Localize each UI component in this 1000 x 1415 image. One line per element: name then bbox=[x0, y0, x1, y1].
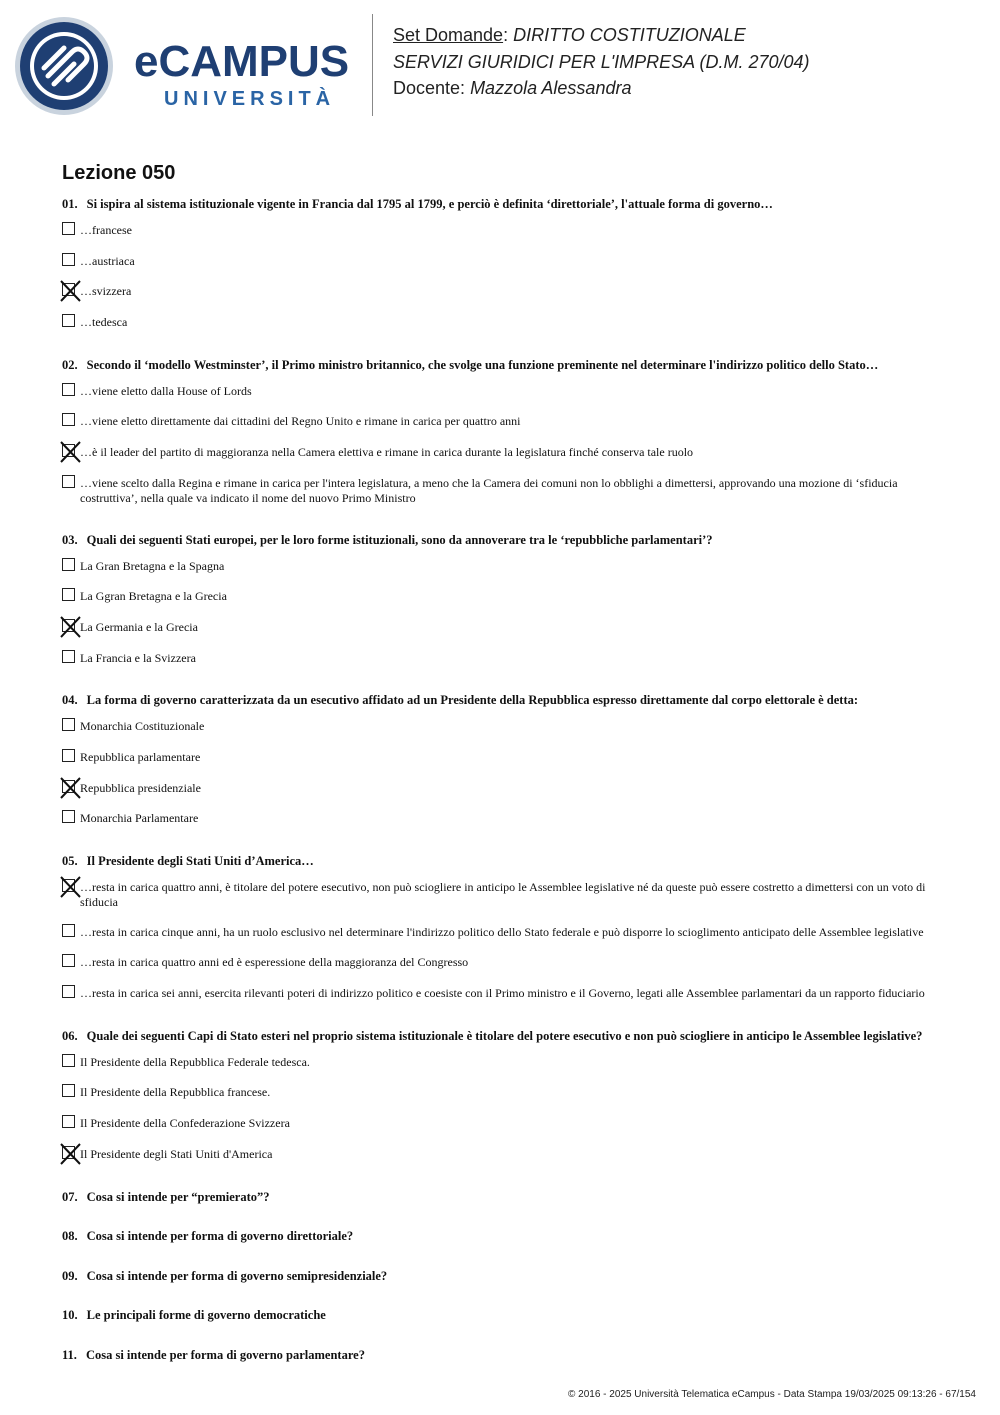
open-question-text bbox=[62, 1189, 942, 1205]
answer-text: Il Presidente della Repubblica Federale tedesca. bbox=[80, 1054, 310, 1069]
teacher-line bbox=[393, 75, 810, 102]
question-number: 07. bbox=[62, 1189, 78, 1204]
course-title: DIRITTO COSTITUZIONALE bbox=[513, 25, 746, 45]
question-spacer bbox=[62, 679, 942, 692]
question-text bbox=[62, 853, 942, 869]
question-spacer bbox=[62, 519, 942, 532]
question-number: 01. bbox=[62, 197, 78, 211]
answer-checkbox[interactable] bbox=[62, 383, 75, 396]
answer-option[interactable] bbox=[62, 557, 942, 575]
question-label: Cosa si intende per forma di governo parlamentare? bbox=[85, 1347, 365, 1362]
answer-checkbox[interactable] bbox=[62, 314, 75, 327]
question-label: Si ispira al sistema istituzionale vigente in Francia dal 1795 al 1799, e perciò è definita ‘direttoriale’, l'attuale forma di governo… bbox=[86, 197, 773, 211]
page-footer: © 2016 - 2025 Università Telematica eCampus - Data Stampa 19/03/2025 09:13:26 - 67/154 bbox=[568, 1389, 976, 1400]
header-divider bbox=[372, 14, 373, 116]
answer-checkbox[interactable] bbox=[62, 650, 75, 663]
answer-checkbox[interactable] bbox=[62, 1146, 75, 1159]
open-question-text bbox=[62, 1307, 942, 1323]
answer-option[interactable] bbox=[62, 779, 942, 797]
question-label: Cosa si intende per forma di governo semipresidenziale? bbox=[86, 1268, 388, 1283]
answer-option[interactable] bbox=[62, 1083, 942, 1101]
answer-option[interactable] bbox=[62, 282, 942, 300]
teacher-label: Docente: bbox=[393, 78, 466, 98]
answer-checkbox[interactable] bbox=[62, 475, 75, 488]
question-number: 11. bbox=[62, 1347, 77, 1362]
answer-option[interactable] bbox=[62, 382, 942, 400]
question-label: Quale dei seguenti Capi di Stato esteri nel proprio sistema istituzionale è titolare del potere esecutivo e non può sciogliere in anticipo le Assemblee legislative? bbox=[86, 1028, 923, 1043]
question-block bbox=[62, 692, 942, 853]
answer-text: …resta in carica quattro anni, è titolare del potere esecutivo, non può sciogliere in anticipo le Assemblee legislative né da queste può essere costretto a dimettersi con un voto di sfiducia bbox=[80, 880, 926, 909]
answer-checkbox[interactable] bbox=[62, 253, 75, 266]
question-number: 06. bbox=[62, 1028, 78, 1043]
ecampus-logo bbox=[14, 16, 359, 116]
question-spacer bbox=[62, 1176, 942, 1189]
question-number: 02. bbox=[62, 357, 78, 372]
logo-sub-text: UNIVERSITÀ bbox=[164, 88, 336, 110]
lesson-title: Lezione 050 bbox=[62, 162, 176, 184]
question-number: 03. bbox=[62, 532, 78, 547]
answer-text: La Germania e la Grecia bbox=[80, 619, 198, 634]
course-subtitle: SERVIZI GIURIDICI PER L'IMPRESA (D.M. 270/04) bbox=[393, 51, 810, 72]
answer-checkbox[interactable] bbox=[62, 1054, 75, 1067]
checked-x-icon bbox=[60, 280, 81, 302]
answer-option[interactable] bbox=[62, 878, 942, 910]
checked-x-icon bbox=[60, 1143, 81, 1165]
question-text bbox=[62, 692, 942, 708]
answer-option[interactable] bbox=[62, 443, 942, 461]
answer-option[interactable] bbox=[62, 587, 942, 605]
answer-text: …austriaca bbox=[80, 253, 135, 268]
open-question-list bbox=[62, 1189, 942, 1363]
question-number: 10. bbox=[62, 1308, 78, 1322]
answer-text: …francese bbox=[80, 223, 132, 237]
answer-option[interactable] bbox=[62, 474, 942, 506]
answer-option[interactable] bbox=[62, 1053, 942, 1071]
question-label: Secondo il ‘modello Westminster’, il Primo ministro britannico, che svolge una funzione preminente nel determinare l'indirizzo politico dello Stato… bbox=[86, 357, 879, 372]
open-question-text bbox=[62, 1228, 942, 1244]
question-text bbox=[62, 1028, 942, 1044]
set-line: Set Domande: DIRITTO COSTITUZIONALE bbox=[393, 25, 746, 45]
answer-option[interactable] bbox=[62, 984, 942, 1002]
answer-option[interactable] bbox=[62, 717, 942, 735]
page-header bbox=[0, 0, 1000, 130]
question-text bbox=[62, 196, 942, 212]
answer-checkbox[interactable] bbox=[62, 954, 75, 967]
answer-checkbox[interactable] bbox=[62, 718, 75, 731]
answer-checkbox[interactable] bbox=[62, 222, 75, 235]
answer-checkbox[interactable] bbox=[62, 1115, 75, 1128]
logo-brand-text: eCAMPUS bbox=[134, 37, 350, 86]
answer-text: La Ggran Bretagna e la Grecia bbox=[80, 589, 227, 604]
answer-checkbox[interactable] bbox=[62, 924, 75, 937]
answer-option[interactable] bbox=[62, 1114, 942, 1132]
answer-text: …tedesca bbox=[80, 315, 128, 330]
answer-checkbox[interactable] bbox=[62, 1084, 75, 1097]
answer-option[interactable] bbox=[62, 221, 942, 239]
answer-option[interactable] bbox=[62, 412, 942, 430]
answer-text: Monarchia Parlamentare bbox=[80, 811, 199, 826]
answer-text: Il Presidente della Repubblica francese. bbox=[80, 1085, 271, 1100]
answer-text: La Gran Bretagna e la Spagna bbox=[80, 558, 225, 573]
answer-option[interactable] bbox=[62, 252, 942, 270]
answer-text: Monarchia Costituzionale bbox=[80, 719, 205, 734]
answer-text: …resta in carica sei anni, esercita rilevanti poteri di indirizzo politico e coesiste con il Primo ministro e il Governo, legati alle Assemblee parlamentari da un rapporto fiduciario bbox=[80, 986, 925, 1001]
answer-checkbox[interactable] bbox=[62, 879, 75, 892]
answer-text: La Francia e la Svizzera bbox=[80, 650, 196, 665]
answer-checkbox[interactable] bbox=[62, 444, 75, 457]
answer-text: Il Presidente degli Stati Uniti d'America bbox=[80, 1146, 273, 1161]
question-block bbox=[62, 196, 942, 357]
ecampus-emblem-icon bbox=[14, 16, 114, 116]
set-label: Set Domande bbox=[393, 25, 504, 45]
checked-x-icon bbox=[60, 441, 81, 463]
answer-text: Il Presidente della Confederazione Svizzera bbox=[80, 1116, 290, 1131]
checked-x-icon bbox=[60, 616, 81, 638]
answer-text: …resta in carica quattro anni ed è esperessione della maggioranza del Congresso bbox=[80, 955, 469, 970]
answer-checkbox[interactable] bbox=[62, 588, 75, 601]
question-label: Quali dei seguenti Stati europei, per le loro forme istituzionali, sono da annoverare tra le ‘repubbliche parlamentari’? bbox=[86, 532, 713, 547]
question-spacer bbox=[62, 1015, 942, 1028]
answer-checkbox[interactable] bbox=[62, 810, 75, 823]
question-block bbox=[62, 357, 942, 532]
answer-option[interactable] bbox=[62, 809, 942, 827]
answer-checkbox[interactable] bbox=[62, 780, 75, 793]
question-number: 08. bbox=[62, 1229, 78, 1243]
answer-option[interactable] bbox=[62, 649, 942, 667]
question-spacer bbox=[62, 840, 942, 853]
question-text bbox=[62, 532, 942, 548]
answer-text: Repubblica presidenziale bbox=[80, 780, 201, 795]
question-list bbox=[62, 196, 942, 1386]
question-block bbox=[62, 853, 942, 1028]
answer-option[interactable] bbox=[62, 313, 942, 331]
answer-text: …svizzera bbox=[80, 284, 132, 299]
question-label: Cosa si intende per “premierato”? bbox=[86, 1189, 270, 1204]
question-number: 04. bbox=[62, 693, 78, 708]
answer-text: …viene scelto dalla Regina e rimane in carica per l'intera legislatura, a meno che la Camera dei comuni non lo obblighi a dimettersi, approvando una mozione di ‘sfiducia costruttiva’, nella quale va indicato il nome del nuovo Primo Ministro bbox=[80, 475, 898, 505]
answer-checkbox[interactable] bbox=[62, 413, 75, 426]
open-question-text bbox=[62, 1268, 942, 1284]
answer-text: …resta in carica cinque anni, ha un ruolo esclusivo nel determinare l'indirizzo politico dello Stato federale e può disporre lo scioglimento anticipato delle Assemblee legislative bbox=[80, 924, 924, 939]
answer-text: …viene eletto direttamente dai cittadini del Regno Unito e rimane in carica per quattro anni bbox=[80, 414, 521, 429]
answer-checkbox[interactable] bbox=[62, 749, 75, 762]
question-block bbox=[62, 532, 942, 693]
answer-text: …viene eletto dalla House of Lords bbox=[80, 383, 252, 398]
answer-option[interactable] bbox=[62, 953, 942, 971]
answer-checkbox[interactable] bbox=[62, 985, 75, 998]
answer-option[interactable] bbox=[62, 923, 942, 941]
question-block bbox=[62, 1028, 942, 1189]
teacher-name: Mazzola Alessandra bbox=[470, 78, 632, 98]
question-label: Il Presidente degli Stati Uniti d’America… bbox=[86, 854, 314, 868]
question-label: La forma di governo caratterizzata da un esecutivo affidato ad un Presidente della Repubblica espresso direttamente dal corpo elettorale è detta: bbox=[86, 693, 859, 708]
answer-option[interactable] bbox=[62, 618, 942, 636]
answer-option[interactable] bbox=[62, 748, 942, 766]
question-number: 05. bbox=[62, 854, 78, 868]
answer-checkbox[interactable] bbox=[62, 283, 75, 296]
question-number: 09. bbox=[62, 1268, 78, 1283]
course-info bbox=[393, 22, 810, 102]
open-question-text bbox=[62, 1347, 942, 1363]
question-spacer bbox=[62, 344, 942, 357]
question-text bbox=[62, 357, 942, 373]
answer-checkbox[interactable] bbox=[62, 619, 75, 632]
answer-option[interactable] bbox=[62, 1145, 942, 1163]
question-label: Cosa si intende per forma di governo direttoriale? bbox=[86, 1229, 354, 1243]
answer-text: …è il leader del partito di maggioranza nella Camera elettiva e rimane in carica durante la legislatura finché conserva tale ruolo bbox=[80, 445, 694, 460]
answer-text: Repubblica parlamentare bbox=[80, 749, 201, 764]
checked-x-icon bbox=[60, 777, 81, 799]
question-label: Le principali forme di governo democratiche bbox=[86, 1308, 326, 1322]
answer-checkbox[interactable] bbox=[62, 558, 75, 571]
checked-x-icon bbox=[60, 876, 81, 898]
